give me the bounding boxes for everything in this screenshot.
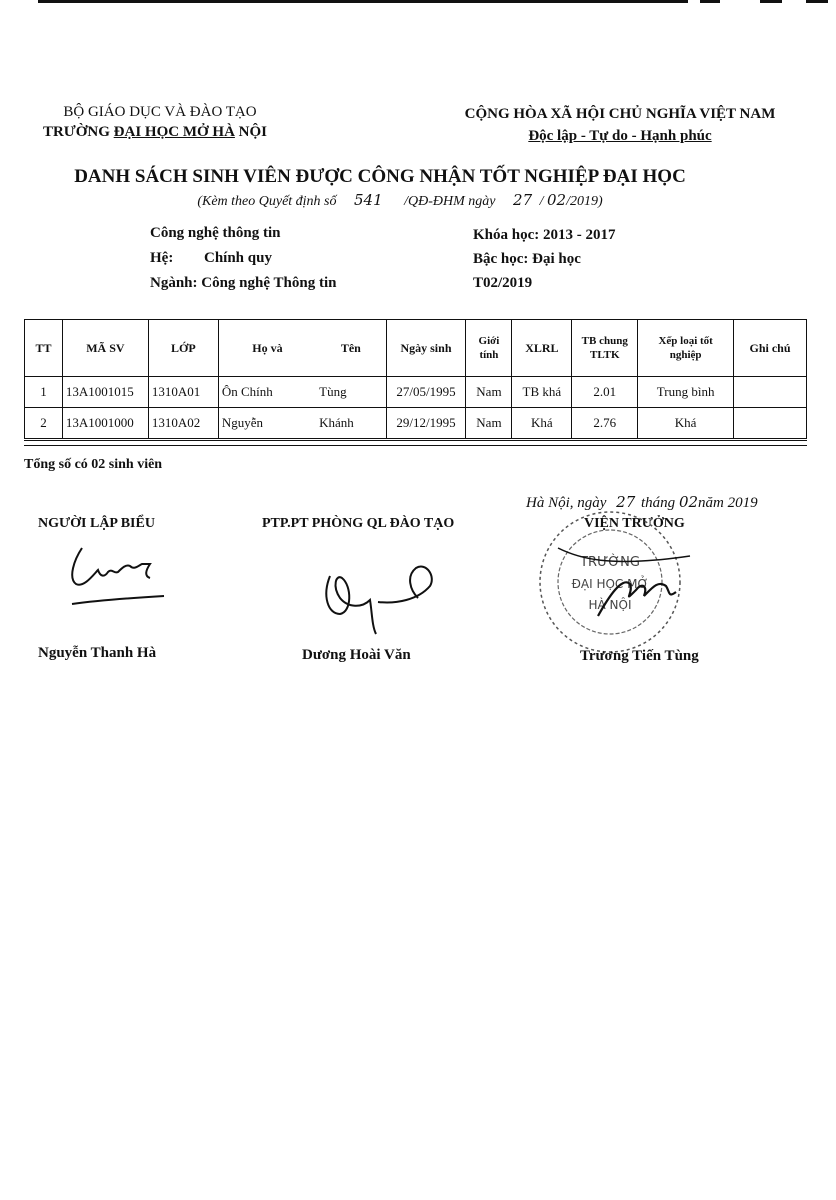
- cell-gpa: 2.76: [572, 408, 638, 439]
- university-suffix: NỘI: [234, 124, 268, 140]
- university-core: ĐẠI HỌC MỞ HÀ: [113, 124, 235, 140]
- signature-training-office: [318, 556, 448, 636]
- cell-gpa: 2.01: [572, 377, 638, 408]
- system-label: Hệ:: [150, 250, 174, 266]
- signer-name-rector: Trương Tiến Tùng: [580, 648, 699, 664]
- signer-title-rector: VIỆN TRƯỞNG: [584, 516, 685, 531]
- cell-gender: Nam: [466, 408, 512, 439]
- header-dob: Ngày sinh: [386, 320, 466, 377]
- date-middle: tháng: [641, 495, 676, 511]
- signer-name-training-office: Dương Hoài Văn: [302, 647, 411, 663]
- cell-dob: 27/05/1995: [386, 377, 466, 408]
- cell-note: [734, 408, 807, 439]
- scan-top-edge: [700, 0, 720, 3]
- cell-name: Tùng: [316, 377, 386, 408]
- table-header-row: [25, 320, 807, 377]
- signature-preparer: [60, 540, 170, 615]
- cell-note: [734, 377, 807, 408]
- course-years: Khóa học: 2013 - 2017: [473, 227, 616, 243]
- cell-tt: 1: [25, 377, 63, 408]
- table-row: [25, 377, 807, 408]
- signer-name-preparer: Nguyễn Thanh Hà: [38, 645, 157, 661]
- header-gpa: TB chung TLTK: [572, 320, 638, 377]
- document-title: DANH SÁCH SINH VIÊN ĐƯỢC CÔNG NHẬN TỐT NGHIỆP ĐẠI HỌC: [74, 166, 686, 187]
- cell-student-id: 13A1001000: [62, 408, 148, 439]
- cell-surname: Ôn Chính: [218, 377, 316, 408]
- header-xlrl: XLRL: [512, 320, 572, 377]
- official-stamp: [518, 508, 698, 658]
- date-suffix: năm 2019: [698, 495, 758, 511]
- total-count: Tổng số có 02 sinh viên: [24, 457, 163, 472]
- table-row: [25, 408, 807, 439]
- country-name: CỘNG HÒA XÃ HỘI CHỦ NGHĨA VIỆT NAM: [464, 106, 776, 122]
- stamp-word: HÀ NỘI: [588, 598, 632, 612]
- cell-student-id: 13A1001015: [62, 377, 148, 408]
- graduates-table: [24, 319, 807, 439]
- table-bottom-rule: [24, 440, 807, 446]
- cell-rank: Trung bình: [638, 377, 734, 408]
- scan-top-edge: [806, 0, 828, 3]
- header-surname: Họ và: [218, 320, 316, 377]
- system-value: Chính quy: [204, 250, 272, 266]
- cell-xlrl: Khá: [512, 408, 572, 439]
- batch-code: T02/2019: [473, 275, 533, 291]
- header-name: Tên: [316, 320, 386, 377]
- cell-class: 1310A02: [148, 408, 218, 439]
- decision-day-handwritten: 27: [513, 191, 533, 209]
- education-level: Bậc học: Đại học: [473, 251, 581, 267]
- cell-xlrl: TB khá: [512, 377, 572, 408]
- scan-top-edge: [38, 0, 688, 3]
- subtitle-middle: /QĐ-ĐHM ngày: [404, 194, 496, 209]
- cell-class: 1310A01: [148, 377, 218, 408]
- ministry-name: BỘ GIÁO DỤC VÀ ĐÀO TẠO: [63, 104, 257, 120]
- university-prefix: TRƯỜNG: [42, 124, 114, 140]
- cell-surname: Nguyễn: [218, 408, 316, 439]
- cell-tt: 2: [25, 408, 63, 439]
- document-subtitle: (Kèm theo Quyết định số 541 /QĐ-ĐHM ngày 27 / 02/2019): [197, 191, 603, 209]
- subtitle-suffix: /2019): [566, 194, 603, 209]
- header-rank: Xếp loại tốt nghiệp: [638, 320, 734, 377]
- date-day-handwritten: 27: [616, 493, 636, 511]
- cell-gender: Nam: [466, 377, 512, 408]
- header-note: Ghi chú: [734, 320, 807, 377]
- header-gender: Giới tính: [466, 320, 512, 377]
- signer-title-training-office: PTP.PT PHÒNG QL ĐÀO TẠO: [262, 516, 455, 531]
- date-prefix: Hà Nội, ngày: [526, 495, 607, 511]
- cell-rank: Khá: [638, 408, 734, 439]
- header-tt: TT: [25, 320, 63, 377]
- date-month-handwritten: 02: [678, 493, 699, 511]
- decision-number-handwritten: 541: [354, 191, 383, 209]
- stamp-word: ĐẠI HỌC MỞ: [571, 577, 649, 591]
- subtitle-prefix: (Kèm theo Quyết định số: [197, 194, 337, 209]
- country-motto: Độc lập - Tự do - Hạnh phúc: [528, 128, 712, 144]
- scan-top-edge: [760, 0, 782, 3]
- header-student-id: MÃ SV: [62, 320, 148, 377]
- major: Ngành: Công nghệ Thông tin: [150, 275, 337, 291]
- decision-month-handwritten: 02: [547, 191, 567, 209]
- cell-dob: 29/12/1995: [386, 408, 466, 439]
- signer-title-preparer: NGƯỜI LẬP BIỂU: [38, 516, 155, 531]
- field-of-study: Công nghệ thông tin: [150, 225, 281, 241]
- cell-name: Khánh: [316, 408, 386, 439]
- university-name: [20, 122, 290, 142]
- stamp-word: TRƯỜNG: [580, 555, 640, 570]
- header-class: LỚP: [148, 320, 218, 377]
